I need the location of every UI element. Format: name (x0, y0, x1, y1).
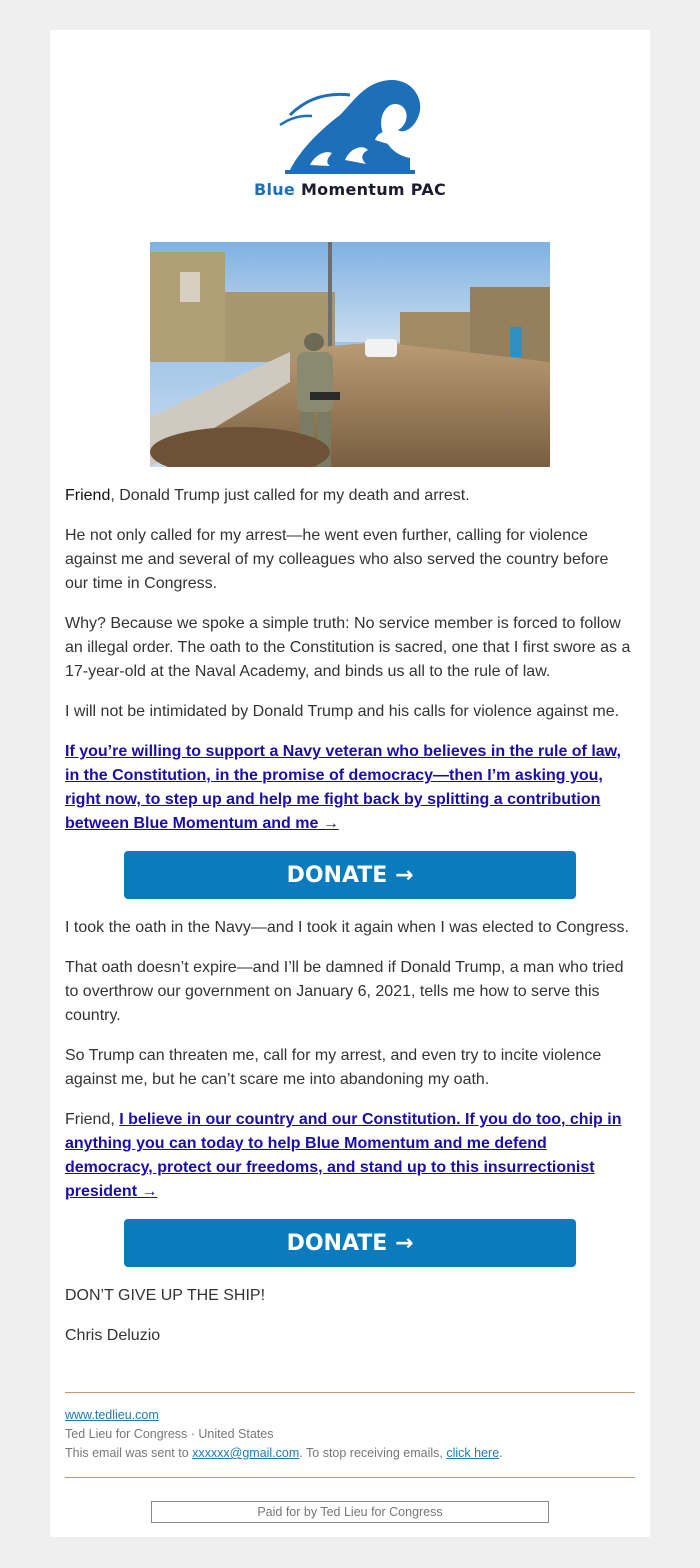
footer-sent-line (65, 1444, 635, 1463)
paragraph-2-text: He not only called for my arrest—he went even further, calling for violence against me and several of my colleagues who also served the country before our time in Congress. (65, 527, 609, 592)
donate-button-1[interactable]: DONATE → (124, 851, 576, 899)
signature-name: Chris Deluzio (65, 1327, 161, 1344)
paragraph-6 (65, 956, 635, 1028)
sent-mid: . To stop receiving emails, (299, 1446, 447, 1460)
signature (65, 1324, 635, 1348)
footer (65, 1406, 635, 1463)
closing-slogan: DON’T GIVE UP THE SHIP! (65, 1287, 266, 1304)
recipient-email-link[interactable]: xxxxxx@gmail.com (192, 1446, 300, 1460)
unsubscribe-link[interactable]: click here (446, 1446, 500, 1460)
cta-paragraph-2 (65, 1108, 635, 1204)
paragraph-2 (65, 524, 635, 596)
greeting-name: Friend (65, 487, 111, 504)
cta-paragraph-1 (65, 740, 635, 836)
soldier-photo-image (150, 242, 550, 467)
wave-icon (270, 70, 430, 180)
paragraph-6-text: That oath doesn’t expire—and I’ll be damned if Donald Trump, a man who tried to overthrow our government on January 6, 2021, tells me how to serve this country. (65, 959, 624, 1024)
brand-blue-word: Blue (253, 180, 296, 199)
brand-name (50, 180, 650, 199)
cta-2-lead: Friend, (65, 1111, 120, 1128)
paragraph-1-text: , Donald Trump just called for my death and arrest. (110, 487, 470, 504)
paid-for-disclaimer: Paid for by Ted Lieu for Congress (151, 1501, 549, 1523)
paragraph-3-text: Why? Because we spoke a simple truth: No service member is forced to follow an illegal order. The oath to the Constitution is sacred, one that I first swore as a 17-year-old at the Naval Academy, and binds us all to the rule of law. (65, 615, 631, 680)
cta-link-1[interactable]: If you’re willing to support a Navy veteran who believes in the rule of law, in the Constitution, in the promise of democracy—then I’m asking you, right now, to step up and help me fight back by splitting a contribution between Blue Momentum and me → (65, 743, 621, 832)
email-card (50, 30, 650, 1537)
hero-photo[interactable] (150, 242, 550, 467)
footer-org: Ted Lieu for Congress · United States (65, 1427, 274, 1441)
paragraph-5 (65, 916, 635, 940)
footer-divider-top (65, 1392, 635, 1393)
paragraph-9 (65, 1284, 635, 1308)
sent-prefix: This email was sent to (65, 1446, 193, 1460)
sent-end: . (499, 1446, 503, 1460)
cta-link-2[interactable]: I believe in our country and our Constitution. If you do too, chip in anything you can today to help Blue Momentum and me defend democracy, protect our freedoms, and stand up to this insurrectionist president → (65, 1111, 622, 1200)
paragraph-4 (65, 700, 635, 724)
paragraph-7 (65, 1044, 635, 1092)
paragraph-3 (65, 612, 635, 684)
footer-divider-bottom (65, 1477, 635, 1478)
donate-button-2[interactable]: DONATE → (124, 1219, 576, 1267)
paragraph-1 (65, 484, 635, 508)
paragraph-7-text: So Trump can threaten me, call for my arrest, and even try to incite violence against me, but he can’t scare me into abandoning my oath. (65, 1047, 602, 1088)
paragraph-4-text: I will not be intimidated by Donald Trump and his calls for violence against me. (65, 703, 620, 720)
brand-rest: Momentum PAC (300, 180, 447, 199)
website-link[interactable]: www.tedlieu.com (65, 1408, 159, 1422)
paragraph-5-text: I took the oath in the Navy—and I took it again when I was elected to Congress. (65, 919, 629, 936)
